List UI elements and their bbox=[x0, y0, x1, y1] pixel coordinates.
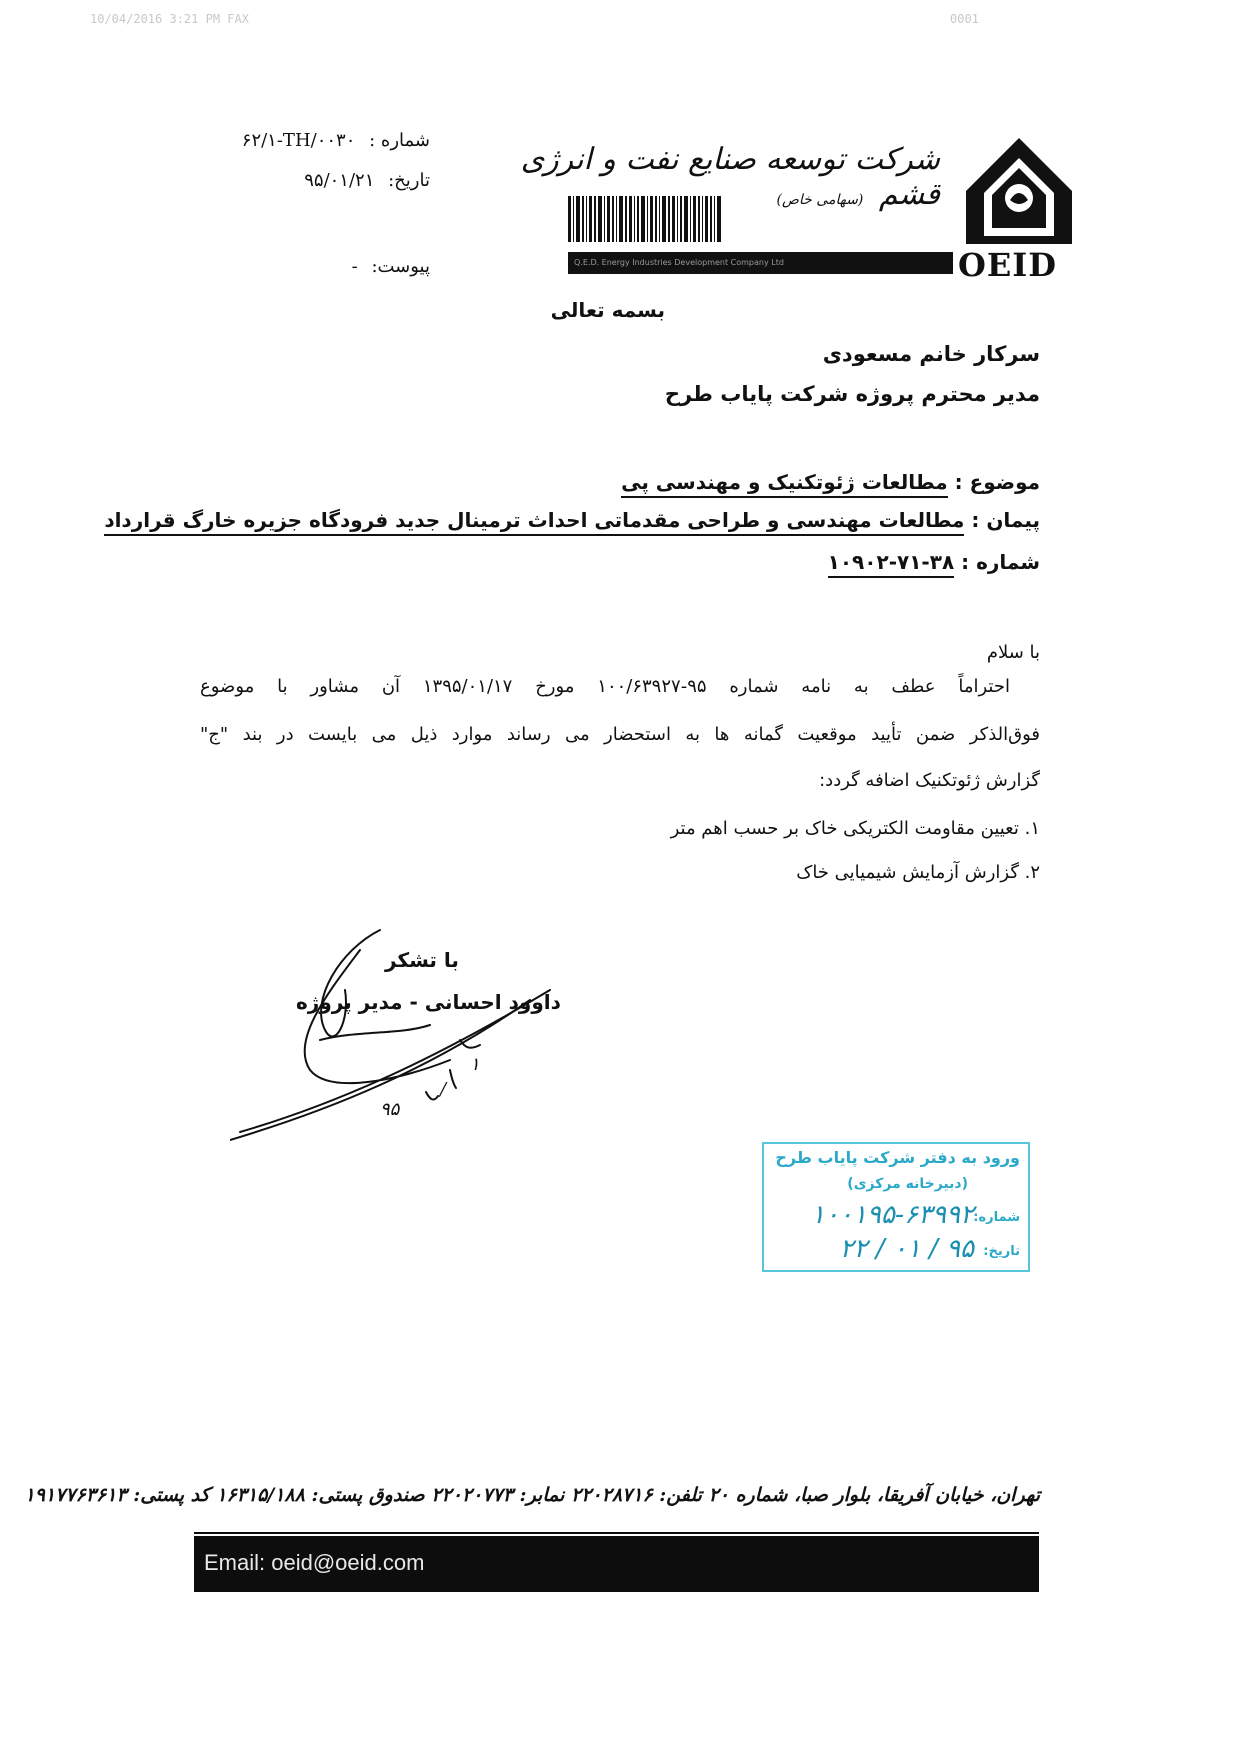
contract-number-value: ۳۸-۷۱-۱۰۹۰۲ bbox=[828, 550, 955, 578]
recipient-name: سرکار خانم مسعودی bbox=[822, 342, 1040, 366]
stamp-date-value: ۹۵ / ۰۱ / ۲۲ bbox=[839, 1234, 974, 1264]
body-line-2: فوق‌الذکر ضمن تأیید موقعیت گمانه ها به استحضار می رساند موارد ذیل می بایست در بند "ج" bbox=[200, 724, 1040, 745]
letter-attachment-label: پیوست: bbox=[371, 256, 430, 277]
contract-label: پیمان : bbox=[971, 508, 1040, 532]
letter-number bbox=[242, 130, 430, 151]
company-type: (سهامی خاص) bbox=[776, 192, 864, 208]
fax-header-left: 10/04/2016 3:21 PM FAX bbox=[90, 12, 249, 26]
body-line-1: احتراماً عطف به نامه شماره ۹۵-۱۰۰/۶۳۹۲۷ مورخ ۱۳۹۵/۰۱/۱۷ آن مشاور با موضوع bbox=[200, 676, 1010, 697]
letter-date-label: تاریخ: bbox=[388, 170, 430, 191]
company-logo-icon bbox=[964, 136, 1074, 246]
letter-number-label: شماره : bbox=[369, 130, 430, 151]
body-line-3: گزارش ژئوتکنیک اضافه گردد: bbox=[819, 770, 1040, 791]
company-english-bar: Q.E.D. Energy Industries Development Company Ltd bbox=[568, 252, 953, 274]
stamp-title: ورود به دفتر شرکت پایاب طرح bbox=[775, 1148, 1020, 1167]
letter-attachment bbox=[352, 256, 430, 277]
signature-thanks: با تشکر bbox=[385, 948, 459, 972]
basmala: بسمه تعالی bbox=[550, 298, 665, 322]
stamp-date-label: تاریخ: bbox=[983, 1244, 1020, 1259]
contract-line bbox=[104, 508, 1040, 532]
list-item: ۲. گزارش آزمایش شیمیایی خاک bbox=[796, 862, 1040, 883]
company-name-text: شرکت توسعه صنایع نفت و انرژی قشم bbox=[520, 142, 940, 212]
fax-header-right: 0001 bbox=[950, 12, 979, 26]
signature-name: داوود احسانی - مدیر پروژه bbox=[296, 990, 561, 1014]
barcode-icon bbox=[568, 196, 728, 242]
subject-value: مطالعات ژئوتکنیک و مهندسی پی bbox=[621, 470, 948, 498]
subject-label: موضوع : bbox=[954, 470, 1040, 494]
contract-number-line bbox=[828, 550, 1040, 574]
stamp-subtitle: (دبیرخانه مرکزی) bbox=[847, 1176, 968, 1192]
footer-address: تهران، خیابان آفریقا، بلوار صبا، شماره ۲۰ تلفن: ۲۲۰۲۸۷۱۶ نمابر: ۲۲۰۲۰۷۷۳ صندوق پستی: ۱۶۳۱۵/۱۸۸ کد پستی: ۱۹۱۷۷۶۳۶۱۳ bbox=[24, 1484, 1040, 1506]
contract-number-label: شماره : bbox=[961, 550, 1040, 574]
subject-line bbox=[621, 470, 1040, 494]
company-logo-text: OEID bbox=[958, 246, 1057, 284]
list-item: ۱. تعیین مقاومت الکتریکی خاک بر حسب اهم متر bbox=[670, 818, 1040, 839]
footer-divider bbox=[194, 1532, 1039, 1534]
letter-attachment-value: - bbox=[351, 256, 358, 277]
stamp-number-value: ۱۰۰۱۹۵-۶۳۹۹۲ bbox=[811, 1200, 974, 1230]
receipt-stamp bbox=[762, 1142, 1030, 1272]
letter-date bbox=[304, 170, 430, 191]
letter-number-value: ۶۲/۱-TH/۰۰۳۰ bbox=[241, 130, 356, 151]
svg-text:/: / bbox=[440, 1079, 447, 1100]
contract-value: مطالعات مهندسی و طراحی مقدماتی احداث ترمینال جدید فرودگاه جزیره خارگ قرارداد bbox=[104, 508, 964, 536]
svg-text:۹۵: ۹۵ bbox=[380, 1099, 400, 1120]
footer-email: Email: oeid@oeid.com bbox=[204, 1550, 425, 1575]
greeting: با سلام bbox=[986, 642, 1040, 663]
stamp-number-label: شماره: bbox=[973, 1210, 1020, 1225]
svg-text:۱: ۱ bbox=[470, 1054, 480, 1075]
recipient-title: مدیر محترم پروژه شرکت پایاب طرح bbox=[664, 382, 1040, 406]
letter-date-value: ۹۵/۰۱/۲۱ bbox=[304, 170, 375, 191]
